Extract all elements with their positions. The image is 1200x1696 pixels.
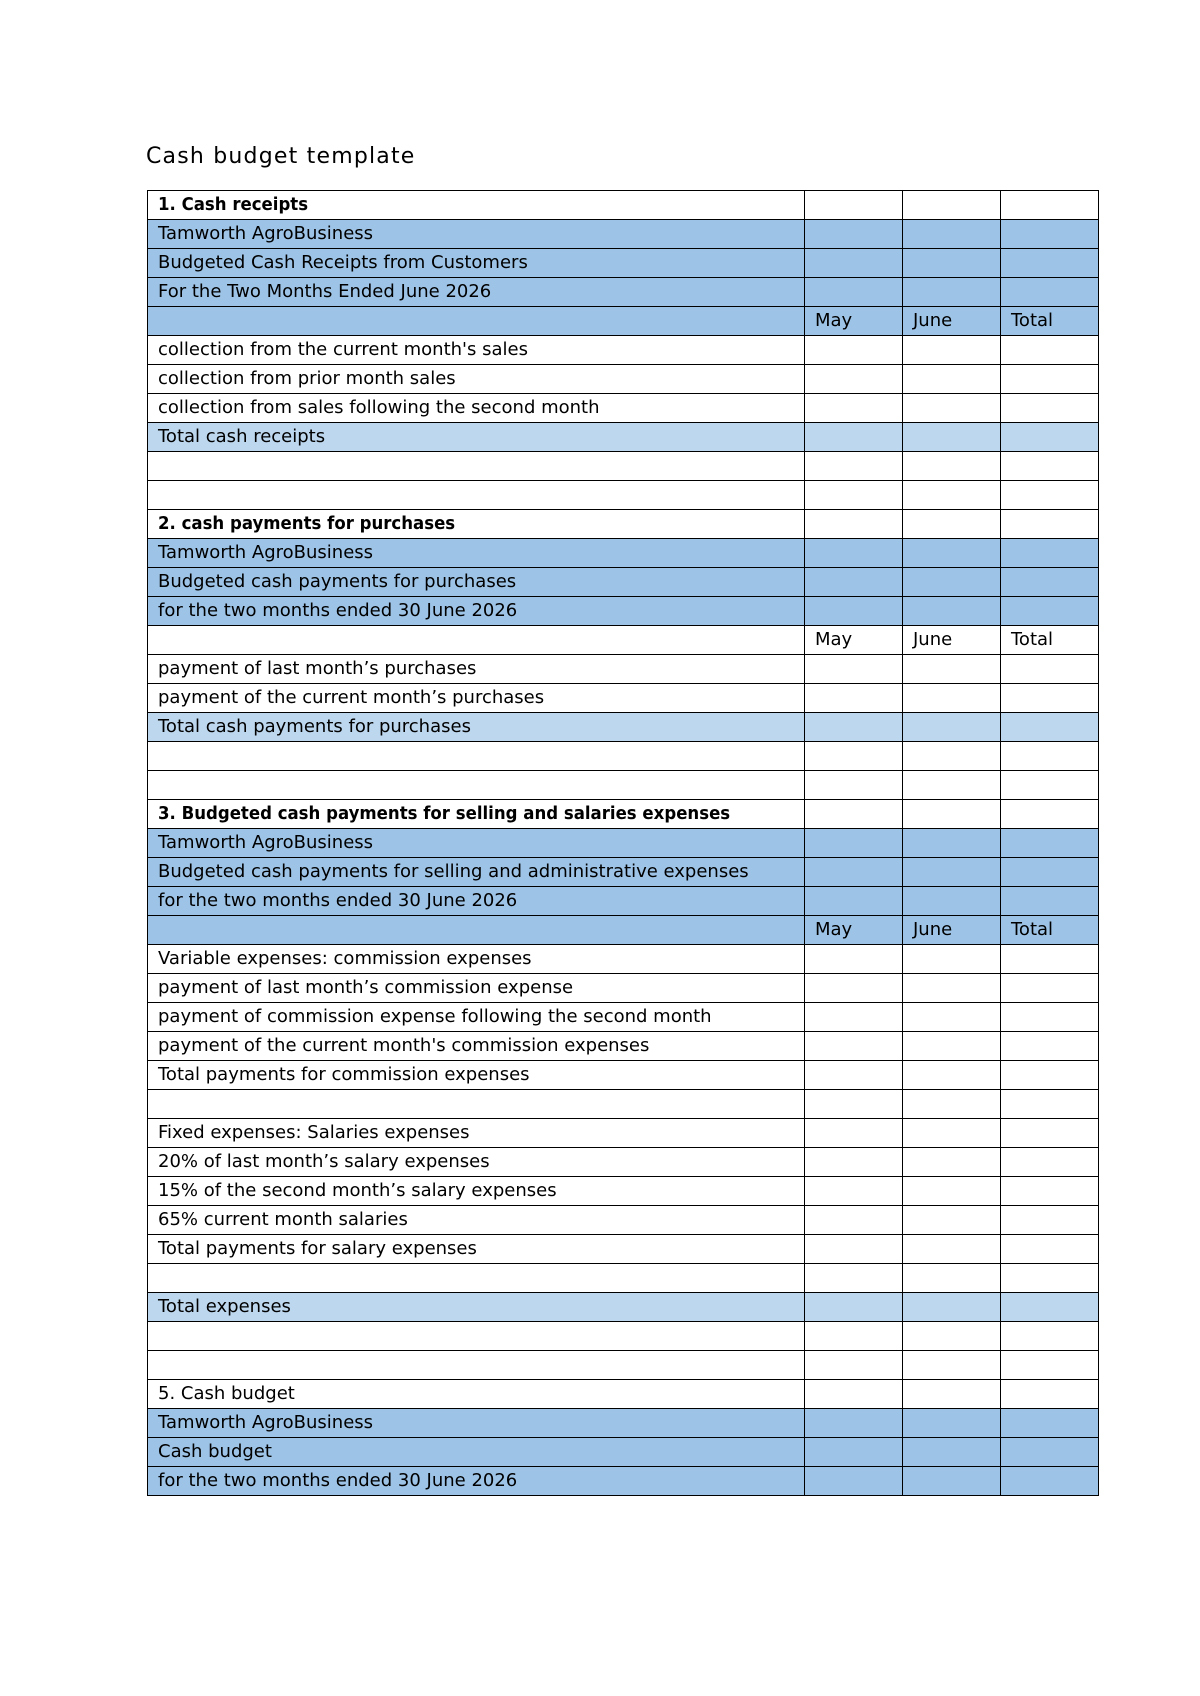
table-row [148, 1003, 1099, 1032]
row-label: 1. Cash receipts [158, 194, 309, 215]
value-cell [805, 510, 903, 539]
row-label: collection from sales following the second month [158, 397, 600, 418]
row-label-cell [148, 1467, 805, 1496]
column-header-total: Total [1001, 307, 1099, 336]
column-header-may: May [805, 916, 903, 945]
column-header-june: June [903, 916, 1001, 945]
value-cell [1001, 278, 1099, 307]
table-row [148, 1061, 1099, 1090]
value-cell [805, 1351, 903, 1380]
row-label: payment of last month’s purchases [158, 658, 477, 679]
value-cell [903, 829, 1001, 858]
value-cell [903, 887, 1001, 916]
row-label-cell [148, 336, 805, 365]
cash-budget-table-body [148, 191, 1099, 1496]
value-cell [903, 365, 1001, 394]
row-label-cell [148, 1351, 805, 1380]
value-cell [1001, 1438, 1099, 1467]
row-label-cell [148, 655, 805, 684]
value-cell [805, 394, 903, 423]
table-row [148, 1090, 1099, 1119]
value-cell [903, 1119, 1001, 1148]
table-row [148, 1148, 1099, 1177]
row-label-cell [148, 452, 805, 481]
row-label: payment of commission expense following the second month [158, 1006, 712, 1027]
row-label: Total expenses [158, 1296, 291, 1317]
value-cell [903, 1264, 1001, 1293]
row-label-cell [148, 1061, 805, 1090]
row-label: payment of last month’s commission expense [158, 977, 574, 998]
row-label-cell [148, 249, 805, 278]
value-cell [1001, 1119, 1099, 1148]
table-row [148, 568, 1099, 597]
value-cell [903, 1061, 1001, 1090]
row-label-cell [148, 1090, 805, 1119]
row-label: 15% of the second month’s salary expenses [158, 1180, 557, 1201]
value-cell [805, 1177, 903, 1206]
value-cell [805, 1380, 903, 1409]
value-cell [805, 974, 903, 1003]
value-cell [805, 858, 903, 887]
row-label: Total cash receipts [158, 426, 326, 447]
row-label-cell [148, 626, 805, 655]
value-cell [903, 1380, 1001, 1409]
value-cell [1001, 1235, 1099, 1264]
value-cell [805, 800, 903, 829]
row-label: Total payments for commission expenses [158, 1064, 530, 1085]
value-cell [1001, 974, 1099, 1003]
value-cell [1001, 684, 1099, 713]
row-label: 3. Budgeted cash payments for selling and salaries expenses [158, 803, 731, 824]
row-label-cell [148, 1264, 805, 1293]
value-cell [805, 336, 903, 365]
row-label: Total cash payments for purchases [158, 716, 471, 737]
value-cell [805, 1409, 903, 1438]
row-label-cell [148, 1177, 805, 1206]
value-cell [805, 1119, 903, 1148]
value-cell [1001, 597, 1099, 626]
value-cell [903, 858, 1001, 887]
value-cell [805, 1322, 903, 1351]
value-cell [903, 1438, 1001, 1467]
row-label-cell [148, 1380, 805, 1409]
value-cell [1001, 191, 1099, 220]
row-label-cell [148, 307, 805, 336]
value-cell [903, 191, 1001, 220]
column-header-may: May [805, 626, 903, 655]
value-cell [1001, 1380, 1099, 1409]
table-row [148, 771, 1099, 800]
table-row [148, 220, 1099, 249]
value-cell [1001, 858, 1099, 887]
row-label-cell [148, 365, 805, 394]
value-cell [805, 481, 903, 510]
value-cell [903, 510, 1001, 539]
value-cell [1001, 1322, 1099, 1351]
value-cell [1001, 1409, 1099, 1438]
value-cell [1001, 452, 1099, 481]
table-row [148, 626, 1099, 655]
value-cell [903, 974, 1001, 1003]
row-label: Total payments for salary expenses [158, 1238, 477, 1259]
value-cell [805, 1438, 903, 1467]
table-row [148, 1032, 1099, 1061]
value-cell [1001, 1177, 1099, 1206]
value-cell [1001, 1264, 1099, 1293]
value-cell [1001, 1003, 1099, 1032]
table-row [148, 481, 1099, 510]
value-cell [1001, 713, 1099, 742]
value-cell [903, 742, 1001, 771]
value-cell [903, 597, 1001, 626]
value-cell [903, 1235, 1001, 1264]
value-cell [903, 1351, 1001, 1380]
row-label-cell [148, 278, 805, 307]
row-label: For the Two Months Ended June 2026 [158, 281, 492, 302]
table-row [148, 1322, 1099, 1351]
value-cell [805, 1061, 903, 1090]
table-row [148, 1351, 1099, 1380]
value-cell [903, 481, 1001, 510]
row-label-cell [148, 568, 805, 597]
value-cell [903, 945, 1001, 974]
table-row [148, 916, 1099, 945]
table-row [148, 597, 1099, 626]
value-cell [903, 568, 1001, 597]
value-cell [903, 394, 1001, 423]
row-label-cell [148, 1293, 805, 1322]
table-row [148, 1438, 1099, 1467]
row-label-cell [148, 858, 805, 887]
value-cell [805, 249, 903, 278]
row-label: 65% current month salaries [158, 1209, 408, 1230]
row-label-cell [148, 945, 805, 974]
value-cell [805, 539, 903, 568]
column-header-june: June [903, 307, 1001, 336]
table-row [148, 684, 1099, 713]
table-row [148, 452, 1099, 481]
value-cell [1001, 510, 1099, 539]
row-label: Budgeted cash payments for selling and administrative expenses [158, 861, 749, 882]
value-cell [903, 1032, 1001, 1061]
value-cell [903, 278, 1001, 307]
value-cell [903, 1177, 1001, 1206]
row-label-cell [148, 191, 805, 220]
value-cell [903, 1467, 1001, 1496]
row-label-cell [148, 742, 805, 771]
value-cell [903, 336, 1001, 365]
value-cell [1001, 1351, 1099, 1380]
table-row [148, 713, 1099, 742]
row-label: Variable expenses: commission expenses [158, 948, 532, 969]
table-row [148, 1235, 1099, 1264]
value-cell [903, 1090, 1001, 1119]
table-row [148, 191, 1099, 220]
row-label-cell [148, 1322, 805, 1351]
value-cell [805, 945, 903, 974]
value-cell [1001, 220, 1099, 249]
row-label: Budgeted Cash Receipts from Customers [158, 252, 528, 273]
value-cell [805, 771, 903, 800]
table-row [148, 1467, 1099, 1496]
value-cell [805, 452, 903, 481]
value-cell [903, 1206, 1001, 1235]
table-row [148, 1177, 1099, 1206]
row-label: collection from prior month sales [158, 368, 456, 389]
row-label-cell [148, 394, 805, 423]
row-label-cell [148, 597, 805, 626]
value-cell [805, 1206, 903, 1235]
table-row [148, 800, 1099, 829]
table-row [148, 829, 1099, 858]
value-cell [805, 1148, 903, 1177]
row-label: collection from the current month's sales [158, 339, 528, 360]
value-cell [903, 713, 1001, 742]
row-label-cell [148, 481, 805, 510]
value-cell [805, 365, 903, 394]
value-cell [805, 829, 903, 858]
table-row [148, 307, 1099, 336]
value-cell [1001, 1293, 1099, 1322]
row-label: for the two months ended 30 June 2026 [158, 600, 518, 621]
value-cell [903, 1322, 1001, 1351]
row-label-cell [148, 1206, 805, 1235]
value-cell [903, 655, 1001, 684]
row-label: Tamworth AgroBusiness [158, 832, 374, 853]
row-label: 2. cash payments for purchases [158, 513, 456, 534]
table-row [148, 510, 1099, 539]
value-cell [903, 1003, 1001, 1032]
row-label-cell [148, 1235, 805, 1264]
row-label-cell [148, 1003, 805, 1032]
row-label-cell [148, 423, 805, 452]
value-cell [903, 1409, 1001, 1438]
table-row [148, 858, 1099, 887]
table-row [148, 974, 1099, 1003]
table-row [148, 423, 1099, 452]
row-label: for the two months ended 30 June 2026 [158, 890, 518, 911]
value-cell [1001, 800, 1099, 829]
value-cell [903, 771, 1001, 800]
row-label: payment of the current month’s purchases [158, 687, 545, 708]
table-row [148, 539, 1099, 568]
value-cell [805, 887, 903, 916]
table-row [148, 1119, 1099, 1148]
table-row [148, 1380, 1099, 1409]
value-cell [1001, 1467, 1099, 1496]
value-cell [805, 1032, 903, 1061]
row-label: Budgeted cash payments for purchases [158, 571, 517, 592]
table-row [148, 945, 1099, 974]
row-label-cell [148, 916, 805, 945]
table-row [148, 1206, 1099, 1235]
row-label-cell [148, 1409, 805, 1438]
row-label: 20% of last month’s salary expenses [158, 1151, 490, 1172]
value-cell [903, 220, 1001, 249]
row-label: for the two months ended 30 June 2026 [158, 1470, 518, 1491]
table-row [148, 394, 1099, 423]
row-label-cell [148, 1438, 805, 1467]
value-cell [1001, 481, 1099, 510]
value-cell [805, 597, 903, 626]
value-cell [1001, 365, 1099, 394]
table-row [148, 1293, 1099, 1322]
row-label-cell [148, 887, 805, 916]
value-cell [1001, 1206, 1099, 1235]
row-label: 5. Cash budget [158, 1383, 295, 1404]
value-cell [1001, 771, 1099, 800]
table-row [148, 1264, 1099, 1293]
column-header-june: June [903, 626, 1001, 655]
value-cell [805, 220, 903, 249]
row-label: Tamworth AgroBusiness [158, 542, 374, 563]
row-label: Cash budget [158, 1441, 272, 1462]
value-cell [903, 452, 1001, 481]
value-cell [903, 539, 1001, 568]
row-label: payment of the current month's commission expenses [158, 1035, 650, 1056]
value-cell [1001, 423, 1099, 452]
table-row [148, 887, 1099, 916]
row-label-cell [148, 539, 805, 568]
value-cell [805, 684, 903, 713]
table-row [148, 365, 1099, 394]
value-cell [805, 278, 903, 307]
value-cell [805, 423, 903, 452]
value-cell [805, 1235, 903, 1264]
value-cell [1001, 1061, 1099, 1090]
value-cell [1001, 1032, 1099, 1061]
row-label-cell [148, 974, 805, 1003]
value-cell [903, 1148, 1001, 1177]
value-cell [903, 249, 1001, 278]
value-cell [1001, 568, 1099, 597]
table-row [148, 1409, 1099, 1438]
row-label-cell [148, 1032, 805, 1061]
row-label-cell [148, 510, 805, 539]
value-cell [805, 1293, 903, 1322]
row-label-cell [148, 771, 805, 800]
value-cell [805, 1003, 903, 1032]
value-cell [805, 191, 903, 220]
value-cell [805, 742, 903, 771]
table-row [148, 655, 1099, 684]
value-cell [903, 684, 1001, 713]
row-label: Tamworth AgroBusiness [158, 1412, 374, 1433]
value-cell [1001, 394, 1099, 423]
column-header-total: Total [1001, 916, 1099, 945]
row-label: Tamworth AgroBusiness [158, 223, 374, 244]
row-label-cell [148, 220, 805, 249]
column-header-may: May [805, 307, 903, 336]
table-row [148, 249, 1099, 278]
table-row [148, 278, 1099, 307]
document-title: Cash budget template [146, 144, 416, 169]
row-label-cell [148, 1148, 805, 1177]
row-label-cell [148, 800, 805, 829]
row-label-cell [148, 829, 805, 858]
value-cell [1001, 1090, 1099, 1119]
column-header-total: Total [1001, 626, 1099, 655]
cash-budget-table [147, 190, 1099, 1496]
value-cell [903, 800, 1001, 829]
value-cell [903, 1293, 1001, 1322]
value-cell [805, 1264, 903, 1293]
row-label-cell [148, 713, 805, 742]
value-cell [805, 568, 903, 597]
value-cell [1001, 249, 1099, 278]
value-cell [903, 423, 1001, 452]
table-row [148, 742, 1099, 771]
row-label-cell [148, 1119, 805, 1148]
value-cell [1001, 1148, 1099, 1177]
value-cell [805, 655, 903, 684]
value-cell [1001, 829, 1099, 858]
value-cell [1001, 539, 1099, 568]
value-cell [805, 1467, 903, 1496]
row-label-cell [148, 684, 805, 713]
row-label: Fixed expenses: Salaries expenses [158, 1122, 470, 1143]
value-cell [805, 713, 903, 742]
value-cell [1001, 655, 1099, 684]
table-row [148, 336, 1099, 365]
value-cell [805, 1090, 903, 1119]
value-cell [1001, 945, 1099, 974]
value-cell [1001, 742, 1099, 771]
value-cell [1001, 887, 1099, 916]
value-cell [1001, 336, 1099, 365]
